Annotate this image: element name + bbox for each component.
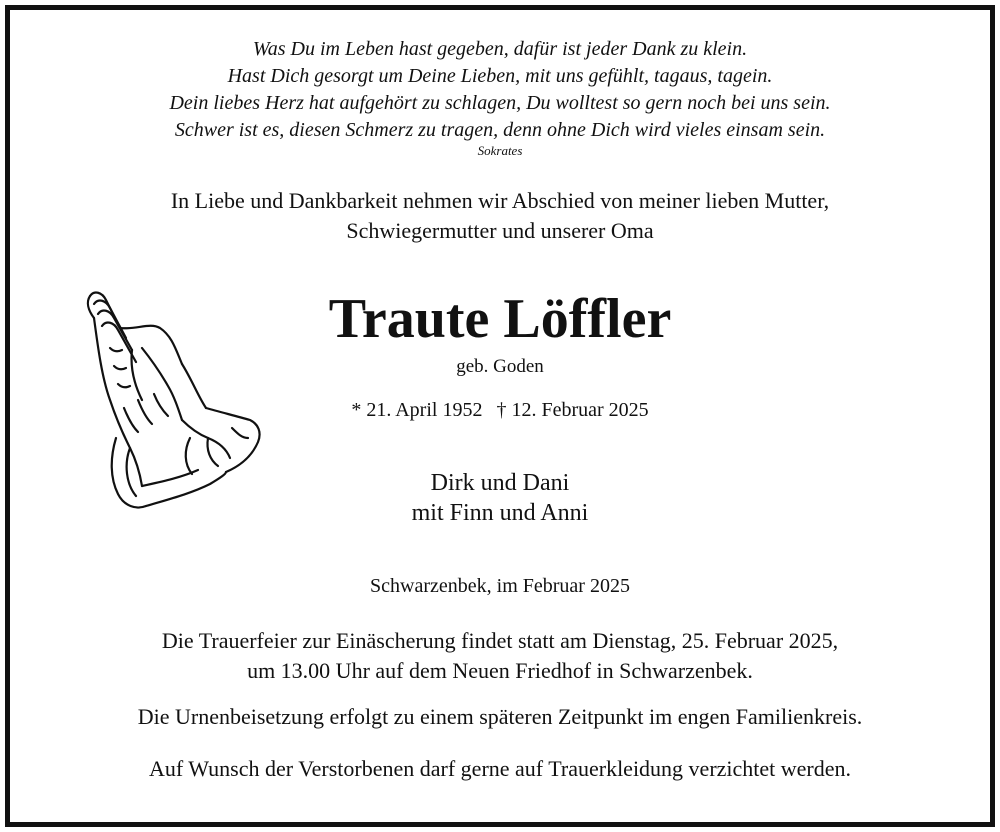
birth-date: * 21. April 1952 [351,399,483,421]
service-line: Die Trauerfeier zur Einäscherung findet statt am Dienstag, 25. Februar 2025, [161,628,839,653]
survivor-line: mit Finn und Anni [411,500,589,526]
urn-note: Die Urnenbeisetzung erfolgt zu einem späteren Zeitpunkt im engen Familienkreis. [137,704,863,729]
poem-source: Sokrates [477,143,523,158]
poem [0,36,1000,144]
service-line: um 13.00 Uhr auf dem Neuen Friedhof in Schwarzenbek. [247,658,753,683]
deceased-name: Traute Löffler [328,288,672,350]
place-date: Schwarzenbek, im Februar 2025 [370,575,630,597]
survivor-line: Dirk und Dani [430,470,570,496]
life-dates [0,399,1000,422]
poem-line: Hast Dich gesorgt um Deine Lieben, mit uns gefühlt, tagaus, tagein. [227,65,773,87]
survivors [0,468,1000,528]
intro-text [0,186,1000,246]
intro-line: In Liebe und Dankbarkeit nehmen wir Abschied von meiner lieben Mutter, [170,188,830,213]
intro-line: Schwiegermutter und unserer Oma [346,218,654,243]
poem-line: Dein liebes Herz hat aufgehört zu schlagen, Du wolltest so gern noch bei uns sein. [169,92,831,114]
dress-note: Auf Wunsch der Verstorbenen darf gerne auf Trauerkleidung verzichtet werden. [148,756,852,781]
death-date: † 12. Februar 2025 [496,399,649,421]
birth-name: geb. Goden [456,356,544,377]
service-info [0,626,1000,686]
poem-line: Was Du im Leben hast gegeben, dafür ist jeder Dank zu klein. [252,38,748,60]
poem-line: Schwer ist es, diesen Schmerz zu tragen, denn ohne Dich wird vieles einsam sein. [174,119,826,141]
